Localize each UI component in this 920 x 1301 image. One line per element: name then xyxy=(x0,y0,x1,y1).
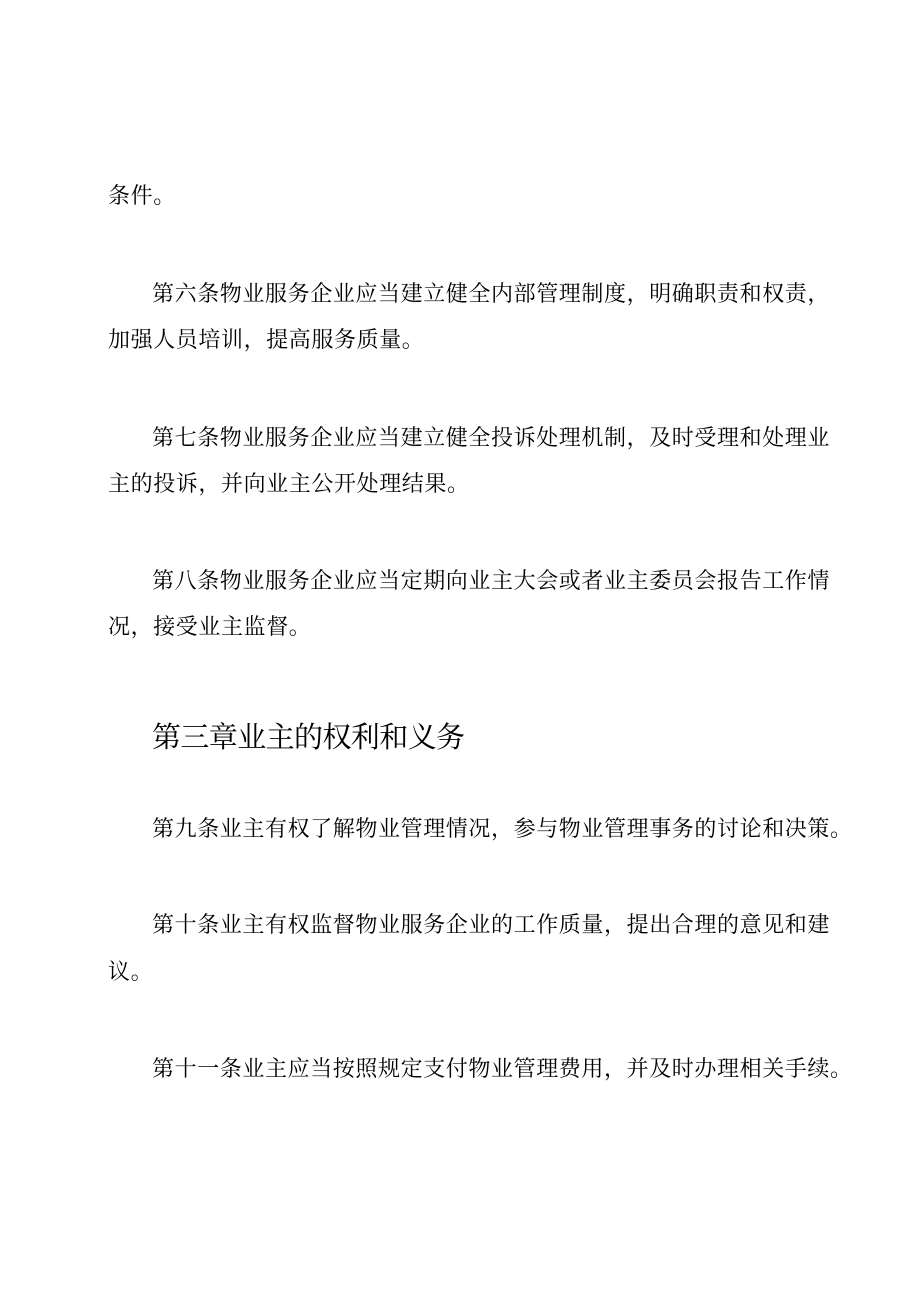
article-7-line-2: 主的投诉，并向业主公开处理结果。 xyxy=(108,472,470,497)
article-10-line-1: 第十条业主有权监督物业服务企业的工作质量，提出合理的意见和建 xyxy=(152,913,831,938)
chapter-heading: 第三章业主的权利和义务 xyxy=(152,720,465,754)
article-9-line-1: 第九条业主有权了解物业管理情况，参与物业管理事务的讨论和决策。 xyxy=(152,817,853,842)
paragraph-continuation: 条件。 xyxy=(108,184,176,209)
article-10-line-2: 议。 xyxy=(108,960,154,985)
article-8-line-2: 况，接受业主监督。 xyxy=(108,615,312,640)
article-7-line-1: 第七条物业服务企业应当建立健全投诉处理机制，及时受理和处理业 xyxy=(152,426,831,451)
article-8-line-1: 第八条物业服务企业应当定期向业主大会或者业主委员会报告工作情 xyxy=(152,569,831,594)
article-6-line-1: 第六条物业服务企业应当建立健全内部管理制度，明确职责和权责， xyxy=(152,282,831,307)
article-11-line-1: 第十一条业主应当按照规定支付物业管理费用，并及时办理相关手续。 xyxy=(152,1057,853,1082)
article-6-line-2: 加强人员培训，提高服务质量。 xyxy=(108,328,425,353)
